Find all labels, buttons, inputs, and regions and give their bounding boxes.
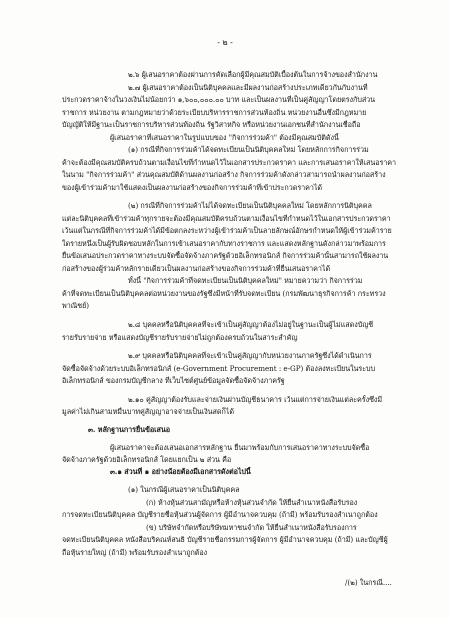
text-line: ราชการ หน่วยงาน ตามกฎหมายว่าด้วยระเบียบบริหารราชการส่วนท้องถิ่น หน่วยงานอื่นซึ่งมีกฎหมาย: [62, 108, 367, 117]
text-line: (๑) ในกรณีผู้เสนอราคาเป็นนิติบุคคล: [128, 485, 240, 494]
text-line: ใดรายหนึ่งเป็นผู้รับผิดชอบหลักในการเข้าเสนอราคากับทางราชการ และแสดงหลักฐานดังกล่าวมาพร้อมการ: [62, 239, 386, 248]
text-line: รายรับรายจ่าย หรือแสดงบัญชีรายรับรายจ่ายไม่ถูกต้องครบถ้วนในสาระสำคัญ: [62, 333, 298, 342]
text-line: ค้าที่จดทะเบียนเป็นนิติบุคคลต่อหน่วยงานของรัฐซึ่งมีหน้าที่รับจดทะเบียน (กรมพัฒนาธุรกิจการค้า กระทรวง: [62, 289, 386, 298]
text-line: ของผู้เข้าร่วมค้ามาใช้แสดงเป็นผลงานก่อสร้างของกิจการร่วมค้าที่เข้าประกวดราคาได้: [62, 183, 323, 192]
text-line: ค้าจะต้องมีคุณสมบัติครบถ้วนตามเงื่อนไขที่กำหนดไว้ในเอกสารประกวดราคา และการเสนอราคาให้เสนอราคา: [62, 158, 397, 167]
section-3-1-heading: ๓.๑ ส่วนที่ ๑ อย่างน้อยต้องมีเอกสารดังต่อไปนี้: [110, 467, 251, 476]
joint-venture-case-2: (๒) กรณีที่กิจการร่วมค้าไม่ได้จดทะเบียนเป็นนิติบุคคลใหม่ โดยหลักการนิติบุคคล: [128, 201, 372, 210]
text-line: จดทะเบียนนิติบุคคล หนังสือบริคณห์สนธิ บัญชีรายชื่อกรรมการผู้จัดการ ผู้มีอำนาจควบคุม (ถ้ามี) และบัญชีผู้: [62, 535, 388, 544]
section-3-heading: ๓. หลักฐานการยื่นข้อเสนอ: [88, 425, 171, 434]
clause-2-6: ๒.๖ ผู้เสนอราคาต้องผ่านการคัดเลือกผู้มีคุณสมบัติเบื้องต้นในการจ้างของสำนักงาน: [128, 70, 378, 79]
text-line: แต่ละนิติบุคคลที่เข้าร่วมค้าทุกรายจะต้องมีคุณสมบัติครบถ้วนตามเงื่อนไขที่กำหนดไว้ในเอกสารประกวดราคา: [62, 214, 391, 223]
page-number: - ๒ -: [217, 38, 233, 47]
text-line: พาณิชย์): [62, 301, 90, 310]
text-line: ผู้เสนอราคาที่เสนอราคาในรูปแบบของ "กิจการร่วมค้า" ต้องมีคุณสมบัติดังนี้: [110, 133, 339, 142]
joint-venture-definition: ทั้งนี้ "กิจการร่วมค้าที่จดทะเบียนเป็นนิติบุคคลใหม่" หมายความว่า กิจการร่วม: [128, 276, 363, 285]
clause-2-9: ๒.๙ บุคคลหรือนิติบุคคลที่จะเข้าเป็นคู่สัญญากับหน่วยงานภาครัฐซึ่งได้ดำเนินการ: [128, 351, 372, 360]
text-line: ในนาม "กิจการร่วมค้า" ส่วนคุณสมบัติด้านผลงานก่อสร้าง กิจการร่วมค้าดังกล่าวสามารถนำผลงานก่อสร้าง: [62, 170, 386, 179]
text-line: (ก) ห้างหุ้นส่วนสามัญหรือห้างหุ้นส่วนจำกัด ให้ยื่นสำเนาหนังสือรับรอง: [146, 498, 358, 507]
text-line: มูลค่าไม่เกินสามหมื่นบาทคู่สัญญาอาจจ่ายเป็นเงินสดก็ได้: [62, 407, 234, 416]
text-line: อิเล็กทรอนิกส์ ของกรมบัญชีกลาง ที่เว็บไซต์ศูนย์ข้อมูลจัดซื้อจัดจ้างภาครัฐ: [62, 376, 285, 385]
text-line: เว้นแต่ในกรณีที่กิจการร่วมค้าได้มีข้อตกลงระหว่างผู้เข้าร่วมค้าเป็นลายลักษณ์อักษรกำหนดให้ผู้เข้าร่วมค้าราย: [62, 226, 392, 235]
text-line: (ข) บริษัทจำกัดหรือบริษัทมหาชนจำกัด ให้ยื่นสำเนาหนังสือรับรองการ: [146, 523, 357, 532]
continuation-note: /(๒) ในกรณี....: [345, 578, 392, 587]
text-line: จัดซื้อจัดจ้างด้วยระบบอิเล็กทรอนิกส์ (e-Government Procurement : e-GP) ต้องลงทะเบียนในระบบ: [62, 364, 376, 373]
text-line: บัญญัติให้มีฐานะเป็นราชการบริหารส่วนท้องถิ่น รัฐวิสาหกิจ หรือหน่วยงานเอกชนที่สำนักงานเชื่อถือ: [62, 120, 361, 129]
text-line: การจดทะเบียนนิติบุคคล บัญชีรายชื่อหุ้นส่วนผู้จัดการ ผู้มีอำนาจควบคุม (ถ้ามี) พร้อมรับรองสำเนาถูกต้อง: [62, 510, 378, 519]
clause-2-10: ๒.๑๐ คู่สัญญาต้องรับและจ่ายเงินผ่านบัญชีธนาคาร เว้นแต่การจ่ายเงินแต่ละครั้งซึ่งมี: [128, 395, 383, 404]
text-line: ยื่นข้อเสนอประกวดราคาทางระบบจัดซื้อจัดจ้างภาครัฐด้วยอิเล็กทรอนิกส์ กิจการร่วมค้านั้นสามารถใช้ผลงาน: [62, 251, 389, 260]
text-line: ก่อสร้างของผู้ร่วมค้าหลักรายเดียวเป็นผลงานก่อสร้างของกิจการร่วมค้าที่ยื่นเสนอราคาได้: [62, 264, 331, 273]
text-line: ประกวดราคาจ้างในวงเงินไม่น้อยกว่า ๑,๖๐๐,๐๐๐.๐๐ บาท และเป็นผลงานที่เป็นคู่สัญญาโดยตรงกับส่วน: [62, 95, 376, 104]
text-line: ถือหุ้นรายใหญ่ (ถ้ามี) พร้อมรับรองสำเนาถูกต้อง: [62, 548, 208, 557]
clause-2-8: ๒.๘ บุคคลหรือนิติบุคคลที่จะเข้าเป็นคู่สัญญาต้องไม่อยู่ในฐานะเป็นผู้ไม่แสดงบัญชี: [128, 320, 374, 329]
joint-venture-case-1: (๑) กรณีที่กิจการร่วมค้าได้จดทะเบียนเป็นนิติบุคคลใหม่ โดยหลักการกิจการร่วม: [128, 145, 369, 154]
clause-2-7: ๒.๗ ผู้เสนอราคาต้องเป็นนิติบุคคลและมีผลงานก่อสร้างประเภทเดียวกันกับงานที่: [128, 83, 368, 92]
text-line: จัดจ้างภาครัฐด้วยอิเล็กทรอนิกส์ โดยแยกเป็น ๒ ส่วน คือ: [62, 455, 232, 464]
text-line: ผู้เสนอราคาจะต้องเสนอเอกสารหลักฐาน ยื่นมาพร้อมกับการเสนอราคาทางระบบจัดซื้อ: [110, 443, 370, 452]
